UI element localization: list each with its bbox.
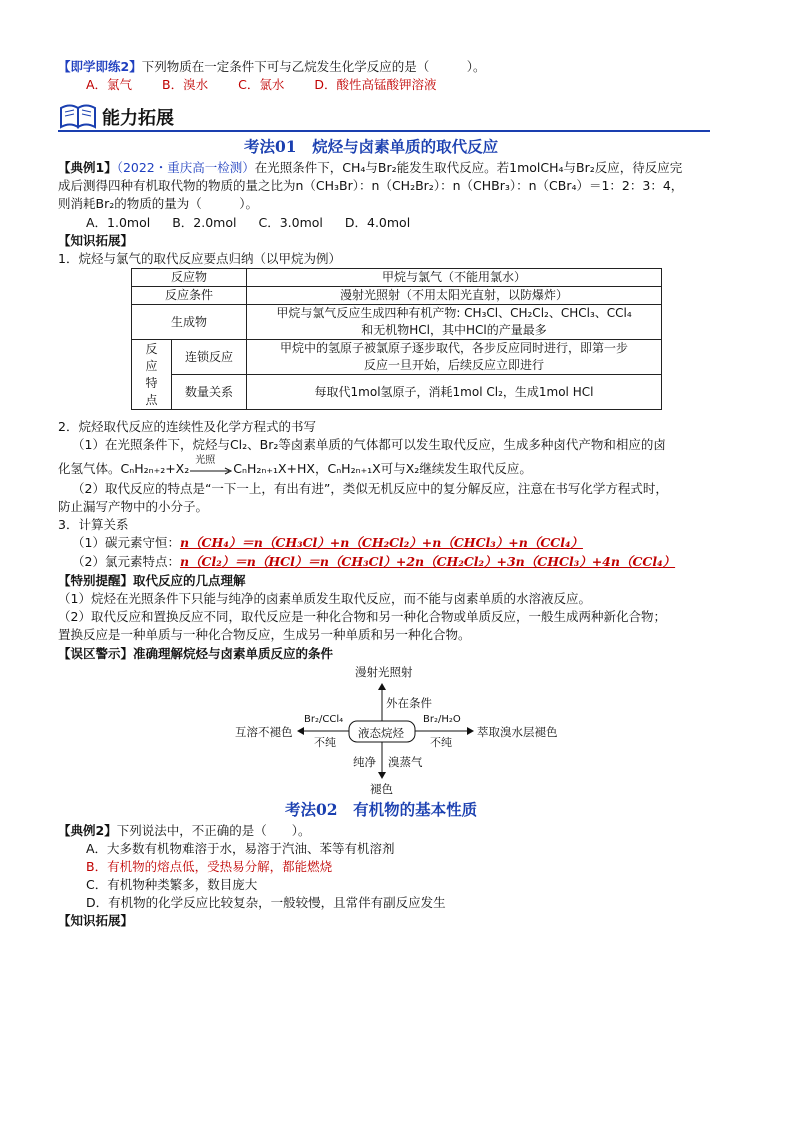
example2-question: 下列说法中，不正确的是（ ）。 [116, 823, 311, 838]
right-arrow-icon [189, 466, 233, 476]
section-rule [58, 130, 710, 132]
example2-tag: 【典例2】 [58, 823, 117, 838]
warning-tag: 【误区警示】 [58, 646, 134, 661]
diagram-right-arrow-bottom: 不纯 [430, 736, 452, 749]
method2-title: 考法02 有机物的基本性质 [285, 800, 478, 819]
table-cell: 甲烷与氯气（不能用氯水） [247, 269, 662, 287]
diagram-bottom-arrow-left: 纯净 [353, 755, 376, 769]
example1-option-d: D．4.0mol [344, 215, 411, 230]
point3-a-label: （1）碳元素守恒： [72, 535, 180, 550]
point2-a-line1: （1）在光照条件下，烷烃与Cl₂、Br₂等卤素单质的气体都可以发生取代反应，生成多种卤代产物和相应的卤 [72, 437, 666, 452]
example1-text1: 在光照条件下，CH₄与Br₂能发生取代反应。若1molCH₄与Br₂反应，待反应完 [254, 160, 683, 175]
table-row [132, 375, 662, 410]
table-row [132, 287, 662, 305]
table-cell: 每取代1mol氢原子，消耗1mol Cl₂，生成1mol HCl [247, 375, 662, 410]
tip-tag: 【特别提醒】 [58, 573, 134, 588]
table-row [132, 269, 662, 287]
example1-line1 [58, 159, 682, 177]
table-cell-line: 反应一旦开始，后续反应立即进行 [363, 358, 544, 372]
point1: 1．烷烃与氯气的取代反应要点归纳（以甲烷为例） [58, 251, 341, 266]
table-cell: 反应物 [132, 269, 247, 287]
equation-reactants: 化氢气体。CₙH₂ₙ₊₂+X₂ [58, 461, 190, 476]
practice2-option-d: D．酸性高锰酸钾溶液 [314, 77, 437, 92]
diagram-bottom-arrow-right: 溴蒸气 [388, 755, 423, 769]
example2-option-b: B．有机物的熔点低，受热易分解，都能燃烧 [86, 859, 333, 874]
tip-heading [58, 572, 246, 590]
diagram-left-arrow-top: Br₂/CCl₄ [304, 714, 344, 725]
tip-title: 取代反应的几点理解 [133, 573, 246, 588]
light-arrow [189, 454, 233, 477]
diagram-top-arrow-label: 外在条件 [386, 696, 432, 710]
section-title: 能力拓展 [102, 108, 174, 129]
practice2-question: 下列物质在一定条件下可与乙烷发生化学反应的是（ ）。 [141, 59, 486, 74]
tip2-line1: （2）取代反应和置换反应不同，取代反应是一种化合物和另一种化合物或单质反应，一般生成两种新化合物； [58, 609, 666, 624]
feature-char: 特 [145, 375, 158, 390]
table-cell-line: 甲烷与氯气反应生成四种有机产物: CH₃Cl、CH₂Cl₂、CHCl₃、CCl₄ [276, 306, 632, 320]
table-cell-line: 甲烷中的氢原子被氯原子逐步取代，各步反应同时进行，即第一步 [279, 341, 628, 355]
table-row [132, 340, 662, 375]
table-cell: 反应条件 [132, 287, 247, 305]
warning-title: 准确理解烷烃与卤素单质反应的条件 [133, 646, 334, 661]
example2-option-c: C．有机物种类繁多，数目庞大 [86, 877, 258, 892]
diagram-center: 液态烷烃 [358, 726, 404, 740]
example1-option-c: C．3.0mol [258, 215, 323, 230]
substitution-table [131, 268, 662, 410]
practice2-question-line [58, 58, 485, 76]
point3: 3．计算关系 [58, 517, 129, 532]
warning-heading [58, 645, 333, 663]
diagram-right-arrow-top: Br₂/H₂O [423, 714, 461, 725]
table-cell-line: 和无机物HCl，其中HCl的产量最多 [361, 323, 547, 337]
point2-b-line2: 防止漏写产物中的小分子。 [58, 499, 209, 514]
example1-line3: 则消耗Br₂的物质的量为（ ）。 [58, 196, 258, 211]
diagram-right-label: 萃取溴水层褪色 [477, 725, 558, 739]
feature-char: 反 [145, 341, 158, 356]
section-banner [58, 100, 98, 133]
diagram-top-label: 漫射光照射 [355, 665, 413, 679]
diagram-left-label: 互溶不褪色 [235, 725, 293, 739]
example1-line2: 成后测得四种有机取代物的物质的量之比为n（CH₃Br）：n（CH₂Br₂）：n（CHBr₃）：n（CBr₄）＝1：2：3：4， [58, 178, 684, 193]
example1-option-a: A．1.0mol [86, 215, 151, 230]
diagram-left-arrow-bottom: 不纯 [314, 736, 336, 749]
practice2-option-a: A．氯气 [86, 77, 133, 92]
reaction-condition-diagram [228, 664, 568, 804]
practice2-option-b: B．溴水 [162, 77, 209, 92]
point3-a [72, 534, 583, 552]
method1-title: 考法01 烷烃与卤素单质的取代反应 [244, 137, 499, 156]
example1-source: （2022・重庆高一检测） [116, 160, 255, 175]
tip2-line2: 置换反应是一种单质与一种化合物反应，生成另一种单质和另一种化合物。 [58, 627, 471, 642]
table-cell: 数量关系 [172, 375, 247, 410]
example2-option-a: A．大多数有机物难溶于水，易溶于汽油、苯等有机溶剂 [86, 841, 395, 856]
practice2-tag: 【即学即练2】 [58, 59, 142, 74]
point2: 2．烷烃取代反应的连续性及化学方程式的书写 [58, 419, 316, 434]
example1-option-b: B．2.0mol [172, 215, 237, 230]
feature-char: 点 [145, 392, 158, 407]
table-cell [247, 340, 662, 375]
example1-tag: 【典例1】 [58, 160, 117, 175]
arrow-condition: 光照 [195, 454, 216, 466]
point3-b-label: （2）氯元素特点： [72, 554, 180, 569]
point2-b-line1: （2）取代反应的特点是“一下一上，有出有进”，类似无机反应中的复分解反应，注意在书写化学方程式时， [72, 481, 668, 496]
table-cell: 连锁反应 [172, 340, 247, 375]
diagram-bottom-label: 褪色 [370, 782, 393, 796]
knowledge1-tag: 【知识拓展】 [58, 233, 134, 248]
tip1: （1）烷烃在光照条件下只能与纯净的卤素单质发生取代反应，而不能与卤素单质的水溶液反应。 [58, 591, 591, 606]
chlorine-formula: n（Cl₂）＝n（HCl）＝n（CH₃Cl）+2n（CH₂Cl₂）+3n（CHCl₃）+4n（CCl₄） [179, 554, 676, 569]
point3-b [72, 553, 675, 571]
table-cell: 漫射光照射（不用太阳光直射，以防爆炸） [247, 287, 662, 305]
example2-option-d: D．有机物的化学反应比较复杂，一般较慢，且常伴有副反应发生 [86, 895, 446, 910]
table-cell-feature [132, 340, 172, 410]
practice2-options [86, 76, 436, 94]
knowledge2-tag: 【知识拓展】 [58, 913, 134, 928]
table-row [132, 305, 662, 340]
example1-options [86, 214, 410, 232]
table-cell [247, 305, 662, 340]
practice2-option-c: C．氯水 [238, 77, 285, 92]
table-cell: 生成物 [132, 305, 247, 340]
carbon-conservation-formula: n（CH₄）＝n（CH₃Cl）+n（CH₂Cl₂）+n（CHCl₃）+n（CCl₄） [179, 535, 583, 550]
example2-question-line [58, 822, 310, 840]
open-book-icon [58, 100, 98, 130]
equation-products: CₙH₂ₙ₊₁X+HX，CₙH₂ₙ₊₁X可与X₂继续发生取代反应。 [233, 461, 532, 476]
feature-char: 应 [145, 358, 158, 373]
point2-a-line2 [58, 454, 532, 478]
